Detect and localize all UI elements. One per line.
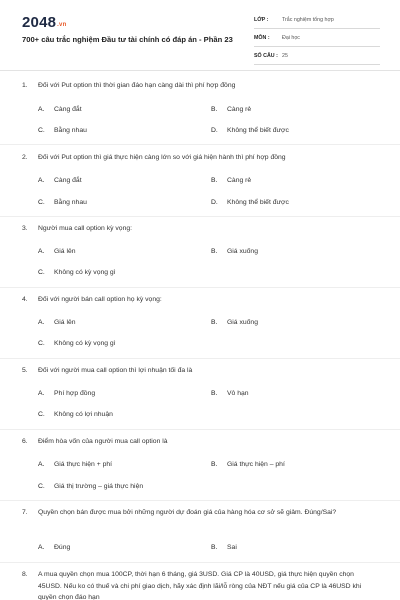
- option-letter: C.: [38, 340, 45, 347]
- option-letter: C.: [38, 127, 45, 134]
- question-2: [22, 152, 382, 164]
- option-letter: D.: [211, 127, 218, 134]
- logo-sub: .vn: [57, 22, 67, 28]
- option-text: Giá xuống: [227, 319, 258, 326]
- option-letter: A.: [38, 390, 45, 397]
- option-5a[interactable]: [38, 389, 95, 399]
- option-text: Giá lên: [54, 248, 76, 255]
- option-letter: C.: [38, 269, 45, 276]
- meta-row-class: [254, 11, 380, 29]
- question-text: Người mua call option kỳ vọng:: [38, 225, 133, 232]
- option-1b[interactable]: [211, 105, 251, 115]
- option-text: Giá xuống: [227, 248, 258, 255]
- question-separator: [0, 562, 400, 563]
- question-separator: [0, 358, 400, 359]
- question-number: 2.: [22, 154, 28, 161]
- option-letter: B.: [211, 390, 218, 397]
- option-letter: A.: [38, 248, 45, 255]
- question-text: Đối với người bán call option họ kỳ vọng:: [38, 296, 162, 303]
- option-6a[interactable]: [38, 460, 112, 470]
- option-text: Bằng nhau: [54, 199, 87, 206]
- option-6b[interactable]: [211, 460, 285, 470]
- question-number: 8.: [22, 571, 28, 578]
- option-text: Càng rẻ: [227, 106, 252, 113]
- question-separator: [0, 429, 400, 430]
- option-2c[interactable]: [38, 198, 87, 208]
- option-3b[interactable]: [211, 247, 258, 257]
- option-letter: C.: [38, 411, 45, 418]
- option-text: Không có lợi nhuận: [54, 411, 113, 418]
- option-text: Bằng nhau: [54, 127, 87, 134]
- option-4b[interactable]: [211, 318, 258, 328]
- option-text: Giá thực hiện – phí: [227, 461, 285, 468]
- meta-row-subject: [254, 29, 380, 47]
- question-5: [22, 365, 382, 377]
- option-1c[interactable]: [38, 126, 87, 136]
- question-3: [22, 223, 382, 235]
- question-number: 6.: [22, 438, 28, 445]
- question-7: [22, 507, 382, 519]
- question-number: 4.: [22, 296, 28, 303]
- option-letter: A.: [38, 544, 45, 551]
- question-separator: [0, 500, 400, 501]
- option-letter: B.: [211, 461, 218, 468]
- option-letter: A.: [38, 319, 45, 326]
- meta-label-subject: MÔN :: [254, 34, 270, 41]
- meta-value-subject: Đại học: [282, 34, 300, 41]
- option-letter: B.: [211, 544, 218, 551]
- option-5c[interactable]: [38, 410, 113, 420]
- meta-value-count: 25: [282, 52, 288, 59]
- option-text: Không thể biết được: [227, 199, 289, 206]
- question-text: Đối với người mua call option thì lợi nhuận tối đa là: [38, 367, 193, 374]
- question-1: [22, 80, 382, 92]
- option-letter: B.: [211, 106, 218, 113]
- header-divider: [0, 70, 400, 71]
- option-text: Phí hợp đồng: [54, 390, 96, 397]
- option-text: Càng rẻ: [227, 177, 252, 184]
- option-text: Không có kỳ vọng gì: [54, 340, 116, 347]
- option-4a[interactable]: [38, 318, 76, 328]
- option-3a[interactable]: [38, 247, 76, 257]
- option-text: Sai: [227, 544, 237, 551]
- option-text: Đúng: [54, 544, 71, 551]
- option-letter: C.: [38, 199, 45, 206]
- question-text: Đối với Put option thì giá thực hiện càng lớn so với giá hiện hành thì phí hợp đồng: [38, 154, 286, 161]
- site-logo[interactable]: [22, 14, 66, 31]
- document-header: [0, 0, 400, 70]
- option-text: Càng đắt: [54, 106, 82, 113]
- question-separator: [0, 216, 400, 217]
- question-6: [22, 436, 382, 448]
- option-2a[interactable]: [38, 176, 82, 186]
- question-text: Đối với Put option thì thời gian đáo hạn càng dài thì phí hợp đồng: [38, 82, 236, 89]
- option-text: Không thể biết được: [227, 127, 289, 134]
- option-7a[interactable]: [38, 543, 70, 553]
- document-title: 700+ câu trắc nghiệm Đầu tư tài chính có đáp án - Phần 23: [22, 35, 233, 44]
- option-1d[interactable]: [211, 126, 289, 136]
- question-separator: [0, 144, 400, 145]
- option-letter: A.: [38, 461, 45, 468]
- option-4c[interactable]: [38, 339, 116, 349]
- option-letter: A.: [38, 106, 45, 113]
- question-number: 3.: [22, 225, 28, 232]
- question-number: 5.: [22, 367, 28, 374]
- option-letter: D.: [211, 199, 218, 206]
- question-separator: [0, 287, 400, 288]
- question-text: A mua quyền chọn mua 100CP, thời hạn 6 tháng, giá 3USD. Giá CP là 40USD, giá thực hiện quyền chọn 45USD. Nếu ko có thuế và chi phí giao dịch, hãy xác định lãi/lỗ ròng của NĐT nếu giá của CP là 46USD khi quyền chọn đáo hạn: [38, 571, 362, 600]
- document-meta: [254, 11, 380, 65]
- option-text: Không có kỳ vọng gì: [54, 269, 116, 276]
- question-8: [22, 569, 382, 600]
- option-text: Càng đắt: [54, 177, 82, 184]
- question-text: Quyền chọn bán được mua bởi những người dự đoán giá của hàng hóa cơ sở sẽ giảm. Đúng/Sai?: [38, 509, 337, 516]
- question-text: Điểm hòa vốn của người mua call option là: [38, 438, 168, 445]
- meta-label-count: SỐ CÂU :: [254, 52, 278, 59]
- logo-main: 2048: [22, 14, 57, 31]
- option-2b[interactable]: [211, 176, 251, 186]
- meta-row-count: [254, 47, 380, 65]
- option-1a[interactable]: [38, 105, 82, 115]
- option-letter: C.: [38, 483, 45, 490]
- question-number: 1.: [22, 82, 28, 89]
- option-text: Giá lên: [54, 319, 76, 326]
- meta-label-class: LỚP :: [254, 16, 269, 23]
- question-number: 7.: [22, 509, 28, 516]
- option-letter: B.: [211, 248, 218, 255]
- option-text: Giá thị trường – giá thực hiện: [54, 483, 144, 490]
- option-7b[interactable]: [211, 543, 237, 553]
- option-letter: A.: [38, 177, 45, 184]
- meta-value-class: Trắc nghiệm tổng hợp: [282, 16, 334, 23]
- option-text: Giá thực hiện + phí: [54, 461, 113, 468]
- option-6c[interactable]: [38, 482, 143, 492]
- option-3c[interactable]: [38, 268, 116, 278]
- option-letter: B.: [211, 177, 218, 184]
- option-text: Vô hạn: [227, 390, 249, 397]
- option-5b[interactable]: [211, 389, 249, 399]
- option-2d[interactable]: [211, 198, 289, 208]
- option-letter: B.: [211, 319, 218, 326]
- question-4: [22, 294, 382, 306]
